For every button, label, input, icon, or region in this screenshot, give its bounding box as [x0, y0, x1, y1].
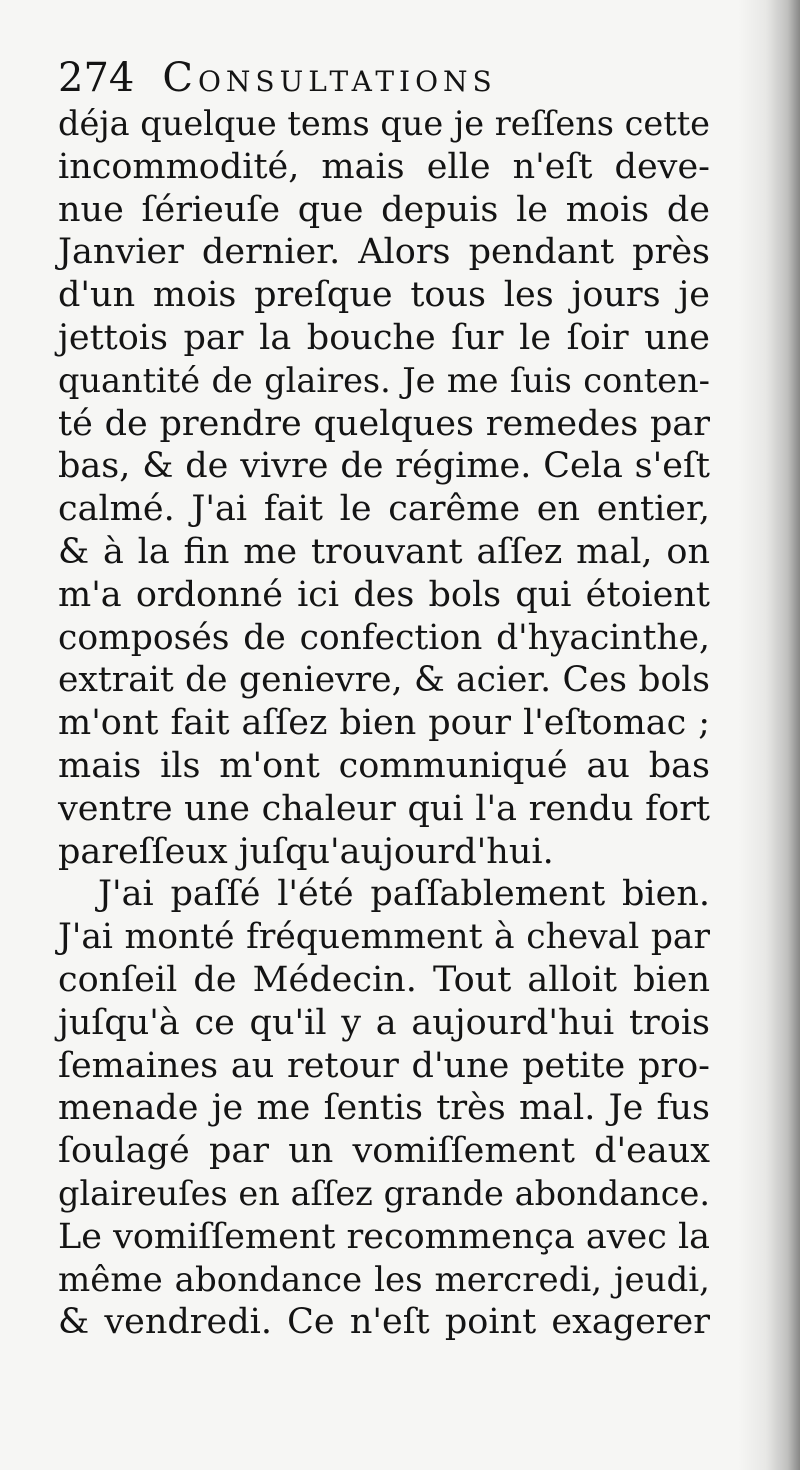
- text-line: quantité de glaires. Je me ſuis conten-: [58, 360, 710, 400]
- text-line: d'un mois preſque tous les jours je: [58, 275, 710, 316]
- page-number: 274: [58, 55, 135, 101]
- running-head: [58, 48, 497, 108]
- page-gutter-shadow: [738, 0, 800, 1470]
- text-line: extrait de genievre, & acier. Ces bols: [58, 660, 710, 701]
- text-line: menade je me ſentis très mal. Je fus: [58, 1088, 710, 1129]
- text-line: té de prendre quelques remedes par: [58, 403, 710, 444]
- text-line: m'a ordonné ici des bols qui étoient: [58, 574, 710, 615]
- running-title: Consultations: [162, 55, 497, 101]
- text-line: J'ai monté fréquemment à cheval par: [58, 917, 710, 958]
- text-line: ventre une chaleur qui l'a rendu fort: [58, 788, 710, 829]
- text-line: composés de confection d'hyacinthe,: [58, 617, 710, 658]
- text-line: m'ont fait aſſez bien pour l'eſtomac ;: [58, 703, 710, 744]
- text-line: ſemaines au retour d'une petite pro-: [58, 1045, 710, 1086]
- text-line: incommodité, mais elle n'eſt deve-: [58, 146, 710, 187]
- body-text: [58, 103, 710, 1344]
- text-line: jettois par la bouche ſur le ſoir une: [58, 317, 710, 358]
- text-line: Le vomiſſement recommença avec la: [58, 1216, 711, 1257]
- text-line: nue ſérieuſe que depuis le mois de: [58, 189, 710, 230]
- text-line: ſoulagé par un vomiſſement d'eaux: [58, 1131, 710, 1172]
- paragraph-end-line: pareſſeux juſqu'aujourd'hui.: [58, 831, 554, 872]
- text-line: bas, & de vivre de régime. Cela s'eſt: [58, 446, 710, 487]
- text-line: glaireuſes en aſſez grande abondance.: [58, 1173, 710, 1213]
- text-line: calmé. J'ai fait le carême en entier,: [58, 489, 710, 530]
- text-line: même abondance les mercredi, jeudi,: [58, 1259, 710, 1300]
- text-line: mais ils m'ont communiqué au bas: [58, 745, 710, 786]
- text-line: & vendredi. Ce n'eſt point exagerer: [58, 1302, 710, 1343]
- text-line: Janvier dernier. Alors pendant près: [58, 232, 710, 273]
- text-line: déja quelque tems que je reſſens cette: [58, 104, 710, 143]
- paragraph-start-line: J'ai paſſé l'été paſſablement bien.: [98, 874, 710, 915]
- text-line: & à la fin me trouvant aſſez mal, on: [58, 531, 710, 572]
- text-line: conſeil de Médecin. Tout alloit bien: [58, 959, 710, 1000]
- text-line: juſqu'à ce qu'il y a aujourd'hui trois: [58, 1002, 710, 1043]
